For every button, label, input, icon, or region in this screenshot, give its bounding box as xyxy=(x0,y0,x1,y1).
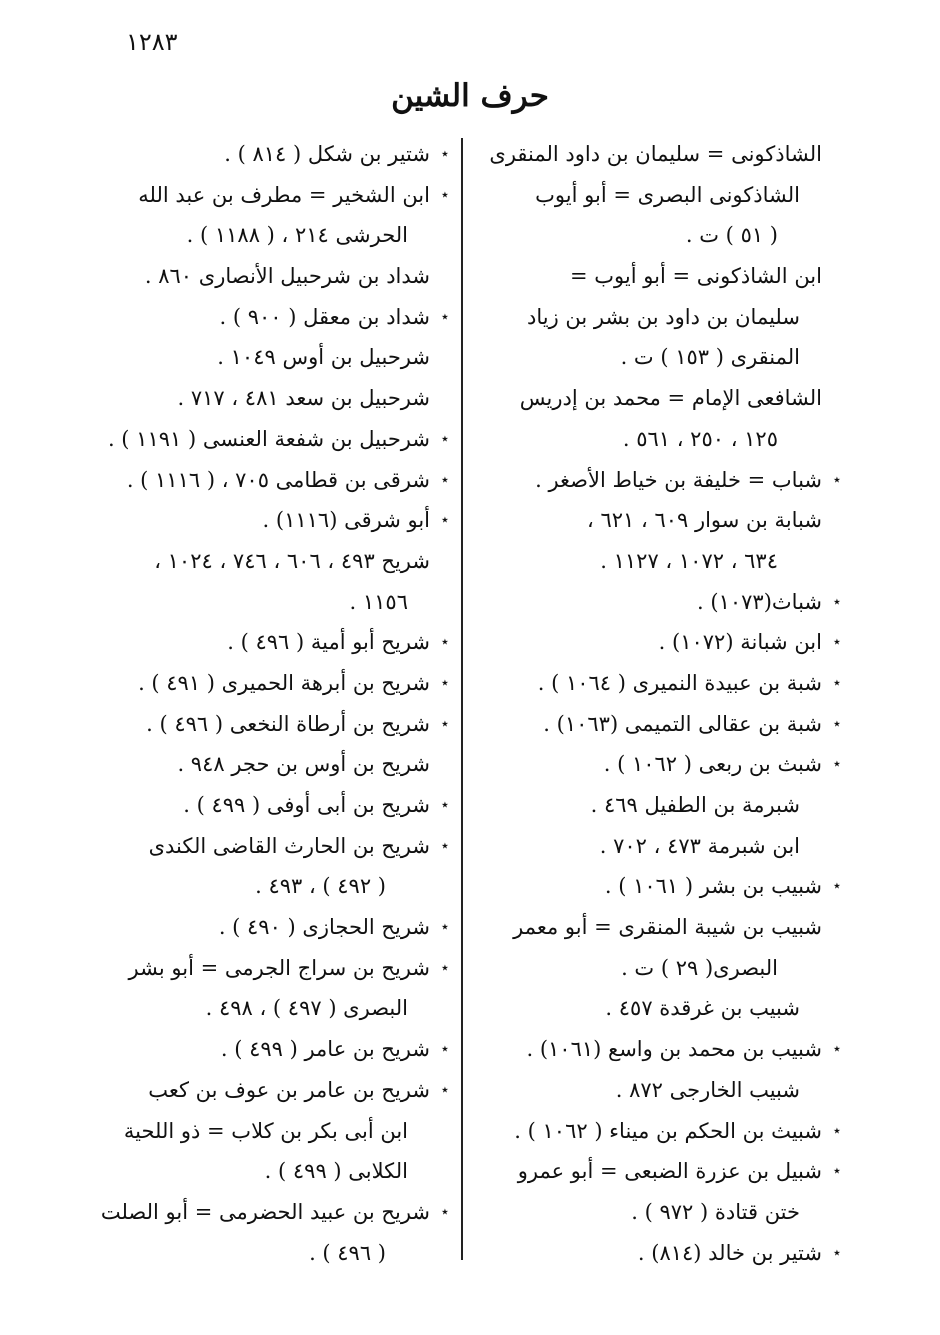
index-entry-text: الكلابى ( ٤٩٩ ) . xyxy=(264,1159,408,1184)
index-line xyxy=(100,826,449,867)
index-entry-text: شريح الحجازى ( ٤٩٠ ) . xyxy=(218,915,430,940)
index-line xyxy=(500,988,822,1029)
index-line xyxy=(500,541,822,582)
index-entry-text: شبيب بن بشر ( ١٠٦١ ) . xyxy=(604,874,822,899)
index-entry-text: الشافعى الإمام = محمد بن إدريس xyxy=(519,386,822,411)
left-column xyxy=(100,134,449,1273)
index-line xyxy=(100,337,430,378)
asterisk-bullet-icon: ٭ xyxy=(833,1122,841,1139)
asterisk-bullet-icon: ٭ xyxy=(441,797,449,813)
index-entry-text: شريح بن سراج الجرمى = أبو بشر xyxy=(128,955,430,980)
index-entry-text: ابن الشاذكونى = أبو أيوب = xyxy=(570,264,822,289)
index-line xyxy=(500,215,822,256)
asterisk-bullet-icon: ٭ xyxy=(833,593,841,610)
index-entry-text: ختن قتادة ( ٩٧٢ ) . xyxy=(631,1199,800,1224)
index-entry-text: شريح بن الحارث القاضى الكندى xyxy=(148,833,430,858)
index-line xyxy=(100,663,449,704)
index-entry-text: شريح بن أرطاة النخعى ( ٤٩٦ ) . xyxy=(146,711,430,736)
index-line xyxy=(500,826,822,867)
index-line xyxy=(100,1151,430,1192)
index-line xyxy=(100,541,430,582)
index-line xyxy=(500,704,841,745)
index-line xyxy=(489,134,822,175)
index-line xyxy=(100,582,430,623)
index-entry-text: شرقى بن قطامى ٧٠٥ ، ( ١١١٦ ) . xyxy=(126,467,430,492)
index-line xyxy=(100,1111,430,1152)
index-line xyxy=(500,1192,822,1233)
index-line xyxy=(100,1070,449,1111)
asterisk-bullet-icon: ٭ xyxy=(441,308,449,325)
index-line xyxy=(500,1233,841,1274)
right-column xyxy=(489,134,841,1273)
asterisk-bullet-icon: ٭ xyxy=(441,919,449,936)
index-entry-text: شتير بن خالد (٨١٤) . xyxy=(637,1240,822,1265)
asterisk-bullet-icon: ٭ xyxy=(441,471,449,488)
index-entry-text: شريح بن أبى أوفى ( ٤٩٩ ) . xyxy=(183,793,430,817)
index-entry-text: ( ٤٩٢ ) ، ٤٩٣ . xyxy=(255,874,386,899)
asterisk-bullet-icon: ٭ xyxy=(833,1244,841,1261)
index-entry-text: شرحبيل بن سعد ٤٨١ ، ٧١٧ . xyxy=(177,386,430,411)
index-line xyxy=(500,175,822,216)
index-line xyxy=(100,460,449,501)
index-entry-text: شريح بن عامر بن عوف بن كعب xyxy=(148,1077,430,1102)
index-line xyxy=(500,744,841,785)
index-entry-text: الشاذكونى البصرى = أبو أيوب xyxy=(535,182,800,207)
page-title: حرف الشين xyxy=(391,78,549,114)
index-line xyxy=(100,785,449,826)
index-entry-text: ابن الشخير = مطرف بن عبد الله xyxy=(138,182,430,207)
index-entry-text: المنقرى ( ١٥٣ ) ت . xyxy=(620,345,800,370)
index-entry-text: شرحبيل بن شفعة العنسى ( ١١٩١ ) . xyxy=(107,426,430,451)
asterisk-bullet-icon: ٭ xyxy=(441,146,449,162)
index-line xyxy=(500,866,841,907)
asterisk-bullet-icon: ٭ xyxy=(441,512,449,529)
index-line xyxy=(500,1111,841,1152)
index-entry-text: ابن أبى بكر بن كلاب = ذو اللحية xyxy=(123,1118,408,1143)
index-entry-text: شباث(١٠٧٣) . xyxy=(697,589,822,614)
index-entry-text: شبة بن عقالى التميمى (١٠٦٣) . xyxy=(543,711,822,736)
index-entry-text: شرحبيل بن أوس ١٠٤٩ . xyxy=(217,345,430,370)
index-entry-text: شداد بن شرحبيل الأنصارى ٨٦٠ . xyxy=(144,264,430,289)
index-line xyxy=(500,378,822,419)
index-entry-text: البصرى( ٢٩ ) ت . xyxy=(621,955,778,980)
asterisk-bullet-icon: ٭ xyxy=(833,878,841,895)
index-entry-text: البصرى ( ٤٩٧ ) ، ٤٩٨ . xyxy=(205,996,408,1021)
index-line xyxy=(500,582,841,623)
index-line xyxy=(500,500,822,541)
index-entry-text: شبيب بن غرقدة ٤٥٧ . xyxy=(605,996,800,1021)
index-line xyxy=(500,907,822,948)
index-line xyxy=(500,419,822,460)
index-line xyxy=(500,256,822,297)
index-entry-text: شريح ٤٩٣ ، ٦٠٦ ، ٧٤٦ ، ١٠٢٤ ، xyxy=(154,548,430,573)
index-entry-text: شداد بن معقل ( ٩٠٠ ) . xyxy=(219,304,430,329)
index-line xyxy=(100,704,449,745)
page-number: ١٢٨٣ xyxy=(126,28,178,56)
index-line xyxy=(500,337,822,378)
index-line xyxy=(500,663,841,704)
index-line xyxy=(100,1029,449,1070)
index-entry-text: شبيث بن الحكم بن ميناء ( ١٠٦٢ ) . xyxy=(514,1118,822,1143)
asterisk-bullet-icon: ٭ xyxy=(441,186,449,203)
index-entry-text: ٦٣٤ ، ١٠٧٢ ، ١١٢٧ . xyxy=(600,548,778,573)
index-entry-text: أبو شرقى (١١١٦) . xyxy=(262,508,430,533)
index-line xyxy=(500,460,841,501)
index-line xyxy=(100,948,449,989)
asterisk-bullet-icon: ٭ xyxy=(833,715,841,732)
asterisk-bullet-icon: ٭ xyxy=(441,1041,449,1058)
index-entry-text: شبث بن ربعى ( ١٠٦٢ ) . xyxy=(603,752,822,777)
asterisk-bullet-icon: ٭ xyxy=(441,959,449,976)
index-entry-text: شريح بن عبيد الحضرمى = أبو الصلت xyxy=(100,1199,430,1224)
asterisk-bullet-icon: ٭ xyxy=(833,1163,841,1180)
index-line xyxy=(100,378,430,419)
index-line xyxy=(100,256,430,297)
index-entry-text: شريح بن أوس بن حجر ٩٤٨ . xyxy=(177,752,430,777)
index-line xyxy=(500,1070,822,1111)
asterisk-bullet-icon: ٭ xyxy=(441,1203,449,1220)
asterisk-bullet-icon: ٭ xyxy=(441,715,449,732)
asterisk-bullet-icon: ٭ xyxy=(441,430,449,447)
index-line xyxy=(500,785,822,826)
asterisk-bullet-icon: ٭ xyxy=(441,674,449,691)
index-line xyxy=(100,297,449,338)
index-entry-text: شبيب بن شيبة المنقرى = أبو معمر xyxy=(513,915,822,940)
asterisk-bullet-icon: ٭ xyxy=(833,674,841,691)
index-entry-text: ابن شبانة (١٠٧٢) . xyxy=(658,630,822,655)
index-line xyxy=(100,1233,430,1274)
index-line xyxy=(100,419,449,460)
column-divider xyxy=(461,138,463,1260)
index-line xyxy=(100,215,430,256)
index-line xyxy=(100,744,430,785)
index-entry-text: ( ٤٩٦ ) . xyxy=(309,1240,386,1265)
asterisk-bullet-icon: ٭ xyxy=(833,1041,841,1058)
index-entry-text: شريح بن عامر ( ٤٩٩ ) . xyxy=(220,1037,430,1062)
index-line xyxy=(500,948,822,989)
index-line xyxy=(500,1151,841,1192)
index-line xyxy=(100,134,449,175)
index-line xyxy=(100,175,449,216)
index-entry-text: شبة بن عبيدة النميرى ( ١٠٦٤ ) . xyxy=(537,670,822,695)
index-entry-text: شباب = خليفة بن خياط الأصغر . xyxy=(535,467,822,492)
index-entry-text: سليمان بن داود بن بشر بن زياد xyxy=(527,304,800,329)
index-entry-text: شريح بن أبرهة الحميرى ( ٤٩١ ) . xyxy=(138,670,430,695)
index-line xyxy=(100,866,430,907)
index-line xyxy=(100,500,449,541)
asterisk-bullet-icon: ٭ xyxy=(833,471,841,488)
index-entry-text: ١١٥٦ . xyxy=(349,589,408,614)
asterisk-bullet-icon: ٭ xyxy=(441,1081,449,1098)
index-entry-text: الحرشى ٢١٤ ، ( ١١٨٨ ) . xyxy=(186,223,408,248)
asterisk-bullet-icon: ٭ xyxy=(441,837,449,854)
index-line xyxy=(500,1029,841,1070)
index-entry-text: ابن شبرمة ٤٧٣ ، ٧٠٢ . xyxy=(599,833,800,858)
index-entry-text: شبيب بن محمد بن واسع (١٠٦١) . xyxy=(526,1037,822,1062)
index-line xyxy=(100,1192,449,1233)
index-line xyxy=(100,907,449,948)
index-entry-text: الشاذكونى = سليمان بن داود المنقرى xyxy=(489,142,822,166)
index-line xyxy=(100,988,430,1029)
index-entry-text: ١٢٥ ، ٢٥٠ ، ٥٦١ . xyxy=(622,426,778,451)
index-entry-text: شبيل بن عزرة الضبعى = أبو عمرو xyxy=(517,1159,822,1184)
index-line xyxy=(500,297,822,338)
asterisk-bullet-icon: ٭ xyxy=(833,634,841,651)
index-entry-text: شبيب الخارجى ٨٧٢ . xyxy=(615,1077,800,1102)
index-entry-text: ( ٥١ ) ت . xyxy=(685,223,778,248)
asterisk-bullet-icon: ٭ xyxy=(833,756,841,773)
asterisk-bullet-icon: ٭ xyxy=(441,634,449,651)
index-line xyxy=(500,622,841,663)
index-entry-text: شتير بن شكل ( ٨١٤ ) . xyxy=(224,142,430,166)
index-entry-text: شبابة بن سوار ٦٠٩ ، ٦٢١ ، xyxy=(587,508,822,533)
index-entry-text: شبرمة بن الطفيل ٤٦٩ . xyxy=(590,793,800,817)
index-line xyxy=(100,622,449,663)
index-entry-text: شريح أبو أمية ( ٤٩٦ ) . xyxy=(227,630,430,655)
